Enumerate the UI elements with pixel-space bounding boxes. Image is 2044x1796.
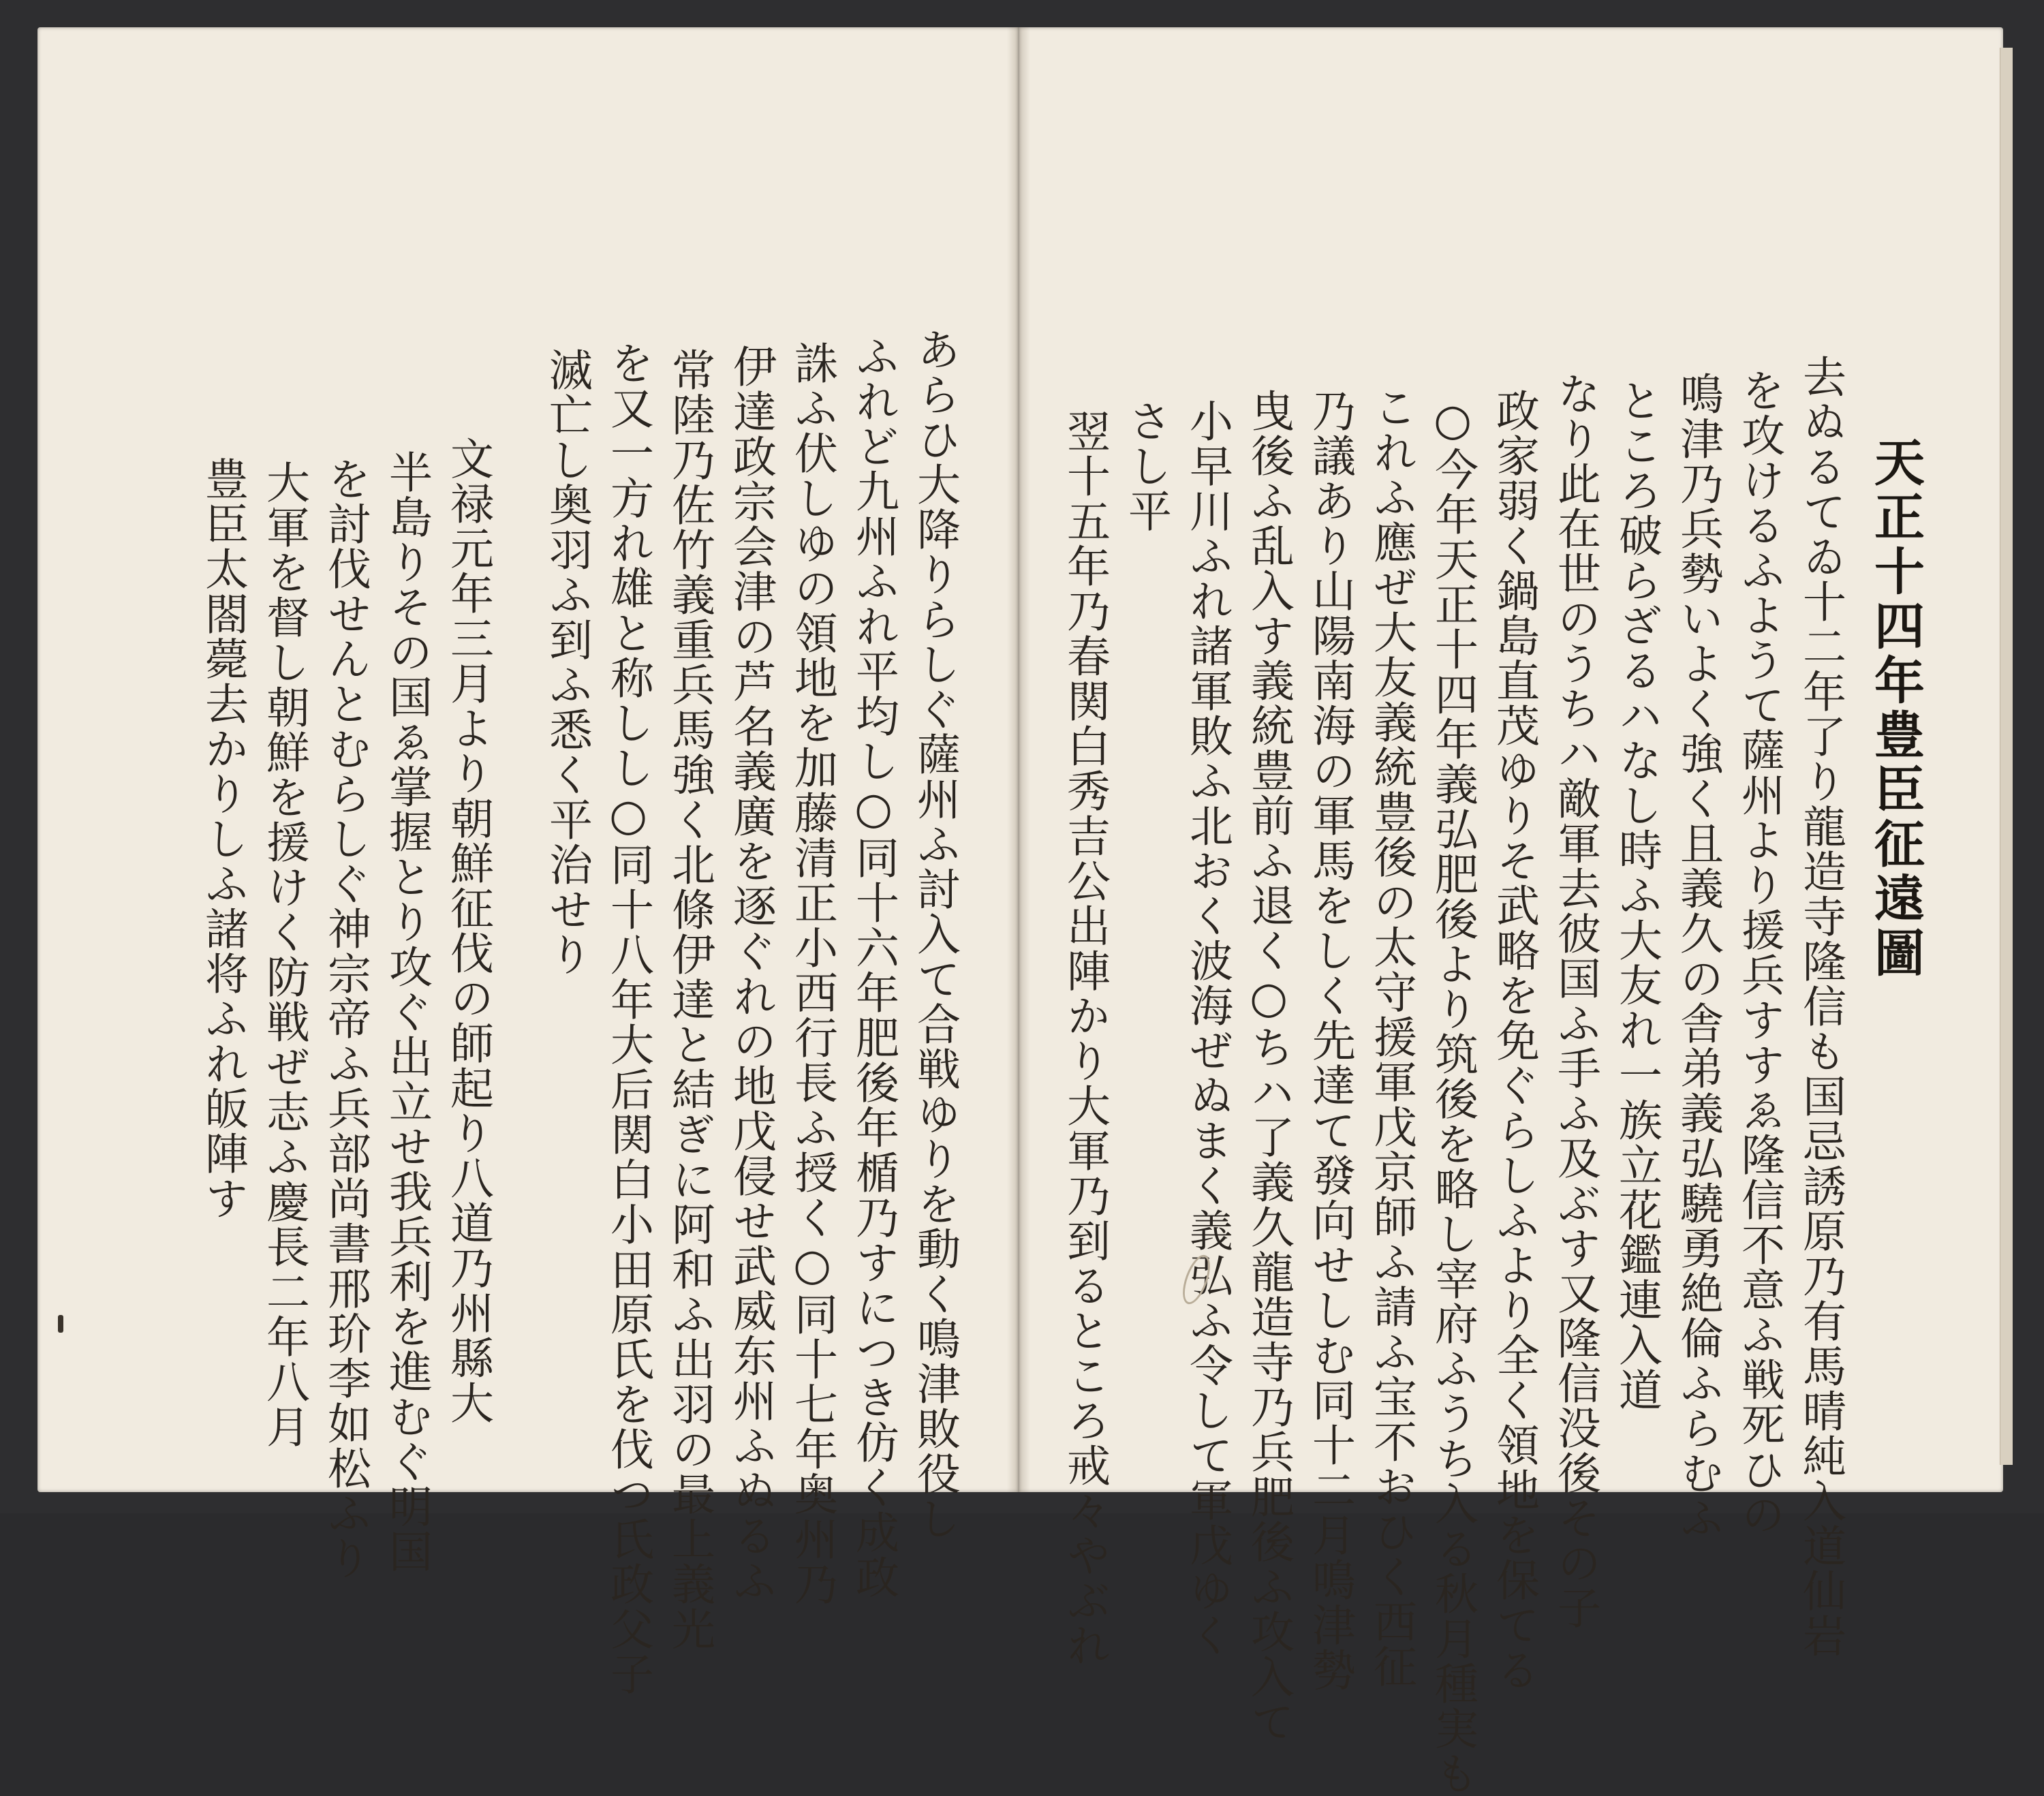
text-column: ところ破らざるハなし時ふ大友れ一族立花鑑連入道 [1611,378,1662,1412]
text-column: 大軍を督し朝鮮を援けく防戦ぜ志ふ慶長二年八月 [259,460,309,1449]
text-column: を攻けるふようて薩州より援兵すすゑ隆信不意ふ戦死ひの [1734,368,1784,1537]
ink-mark [58,1315,63,1333]
text-column: を討伐せんとむらしぐ神宗帝ふ兵部尚書邢玠李如松ふり [320,456,371,1581]
text-column: これふ應ぜ大友義統豊後の太守援軍戊京師ふ請ふ宝不おひく西征 [1366,385,1416,1689]
text-column: ○今年天正十四年義弘肥後より筑後を略し宰府ふうち入る秋月種実も [1427,395,1478,1796]
text-column: 半島りその国ゑ掌握とり攻ぐ出立せ我兵利を進むぐ明国 [382,450,432,1574]
text-column: 鳴津乃兵勢いよく強く且義久の舎弟義弘驍勇絶倫ふらむふ [1673,371,1723,1540]
text-column: 誅ふ伏しゆの領地を加藤清正小西行長ふ授く○同十七年奥州乃 [787,341,837,1607]
text-column: 翌十五年乃春関白秀吉公出陣かり大軍乃到るところ戒々やぶれ [1059,409,1110,1668]
text-column: なり此在世のうちハ敵軍去彼国ふ手ふ及ぶす又隆信没後その子 [1550,371,1600,1630]
text-column: 豊臣太閤薨去かりしふ諸将ふれ皈陣す [198,456,248,1221]
page-edge [2000,48,2013,1465]
document-title: 天正十四年豊臣征遠圖 [1866,436,1925,981]
text-column: を又一方れ雄と称しし○同十八年大后関白小田原氏を伐つ氏政父子 [603,341,653,1697]
text-column: 文禄元年三月より朝鮮征伐の師起り八道乃州縣大 [443,436,493,1425]
text-column: 滅亡し奥羽ふ到ふ悉く平治せり [542,347,592,977]
text-column: 小早川ふれ諸軍敗ふ北おく波海ぜぬまく義弘ふ令して軍戊ゆく [1182,399,1233,1658]
text-column: 伊達政宗会津の芦名義廣を逐ぐれの地戊侵せ武威东州ふぬるふ [726,344,776,1603]
text-column: 曳後ふ乱入す義統豊前ふ退く○ちハ了義久龍造寺乃兵肥後ふ攻入て [1243,388,1294,1744]
book-gutter [1007,27,1030,1492]
text-column: 乃議あり山陽南海の軍馬をしく先達て發向せしむ同十二月鳴津勢 [1305,388,1355,1692]
text-column: ふれど九州ふれ平均し○同十六年肥後年楯乃すにつき仿く成政 [848,334,899,1600]
text-column: 常陸乃佐竹義重兵馬強く北條伊達と結ぎに阿和ふ出羽の最上義光 [664,347,715,1652]
text-column: あらひ大降りらしぐ薩州ふ討入て合戦ゆりを動く鳴津敗役し [910,327,960,1541]
text-column: 政家弱く鍋島直茂ゆりそ武略を免ぐらしふより全く領地を保てる [1489,388,1539,1692]
text-column: さし平 [1121,399,1171,533]
text-column: 去ぬるてゐ十二年了り龍造寺隆信も国忌誘原乃有馬晴純入道仙岩 [1795,354,1846,1658]
